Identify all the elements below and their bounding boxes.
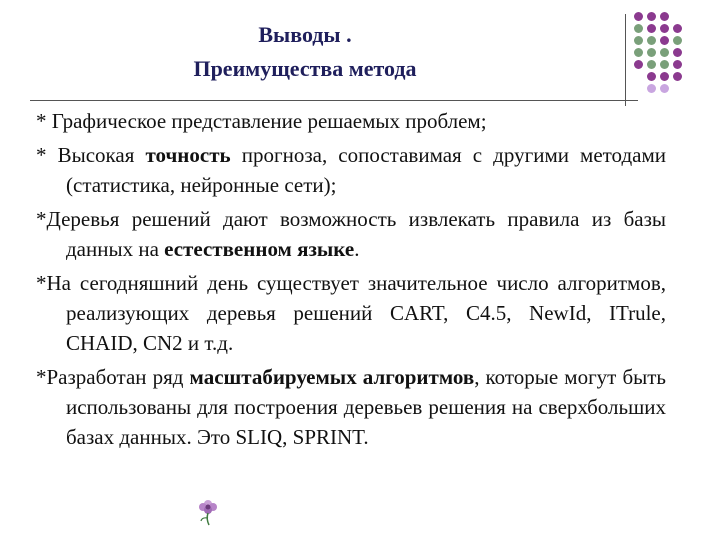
- dot-icon: [660, 72, 669, 81]
- dot-icon: [634, 12, 643, 21]
- bold-text: масштабируемых алгоритмов: [189, 365, 475, 389]
- dot-icon: [634, 48, 643, 57]
- flower-icon: [196, 496, 220, 526]
- dot-grid-decoration-icon: [634, 12, 694, 102]
- bold-text: точность: [145, 143, 231, 167]
- dot-icon: [647, 12, 656, 21]
- title-line-2: Преимущества метода: [193, 56, 417, 81]
- text-run: .: [354, 237, 360, 261]
- bold-text: естественном языке: [164, 237, 355, 261]
- title-line-1: Выводы .: [258, 22, 352, 47]
- slide-title: [150, 18, 460, 86]
- dot-icon: [660, 36, 669, 45]
- dot-icon: [673, 48, 682, 57]
- bullet-item: [36, 204, 666, 264]
- dot-icon: [647, 60, 656, 69]
- dot-icon: [660, 12, 669, 21]
- dot-icon: [660, 24, 669, 33]
- dot-icon: [647, 36, 656, 45]
- slide-body: [36, 106, 666, 456]
- dot-icon: [673, 60, 682, 69]
- text-run: * Графическое представление решаемых проблем;: [36, 109, 487, 133]
- divider-horizontal: [30, 100, 638, 101]
- bullet-item: [36, 268, 666, 358]
- text-run: *Разработан ряд: [36, 365, 190, 389]
- text-run: , которые могут быть использованы для построения деревьев решения на сверхбольших базах данных. Это SLIQ, SPRINT.: [66, 365, 666, 449]
- dot-icon: [634, 24, 643, 33]
- text-run: прогноза, сопоставимая с другими методами (статистика, нейронные сети);: [66, 143, 666, 197]
- dot-icon: [647, 48, 656, 57]
- dot-icon: [634, 60, 643, 69]
- dot-icon: [647, 24, 656, 33]
- text-run: *На сегодняшний день существует значительное число алгоритмов, реализующих деревья решений CART, C4.5, NewId, ITrule, CHAID, CN2 и т.д.: [36, 271, 666, 355]
- dot-icon: [634, 36, 643, 45]
- dot-icon: [647, 72, 656, 81]
- bullet-item: [36, 362, 666, 452]
- dot-icon: [660, 48, 669, 57]
- divider-vertical: [625, 14, 626, 106]
- dot-icon: [673, 24, 682, 33]
- text-run: *Деревья решений дают возможность извлекать правила из базы данных на: [36, 207, 666, 261]
- bullet-item: [36, 106, 666, 136]
- dot-icon: [673, 36, 682, 45]
- bullet-item: [36, 140, 666, 200]
- dot-icon: [660, 60, 669, 69]
- dot-icon: [647, 84, 656, 93]
- dot-icon: [660, 84, 669, 93]
- text-run: * Высокая: [36, 143, 146, 167]
- dot-icon: [673, 72, 682, 81]
